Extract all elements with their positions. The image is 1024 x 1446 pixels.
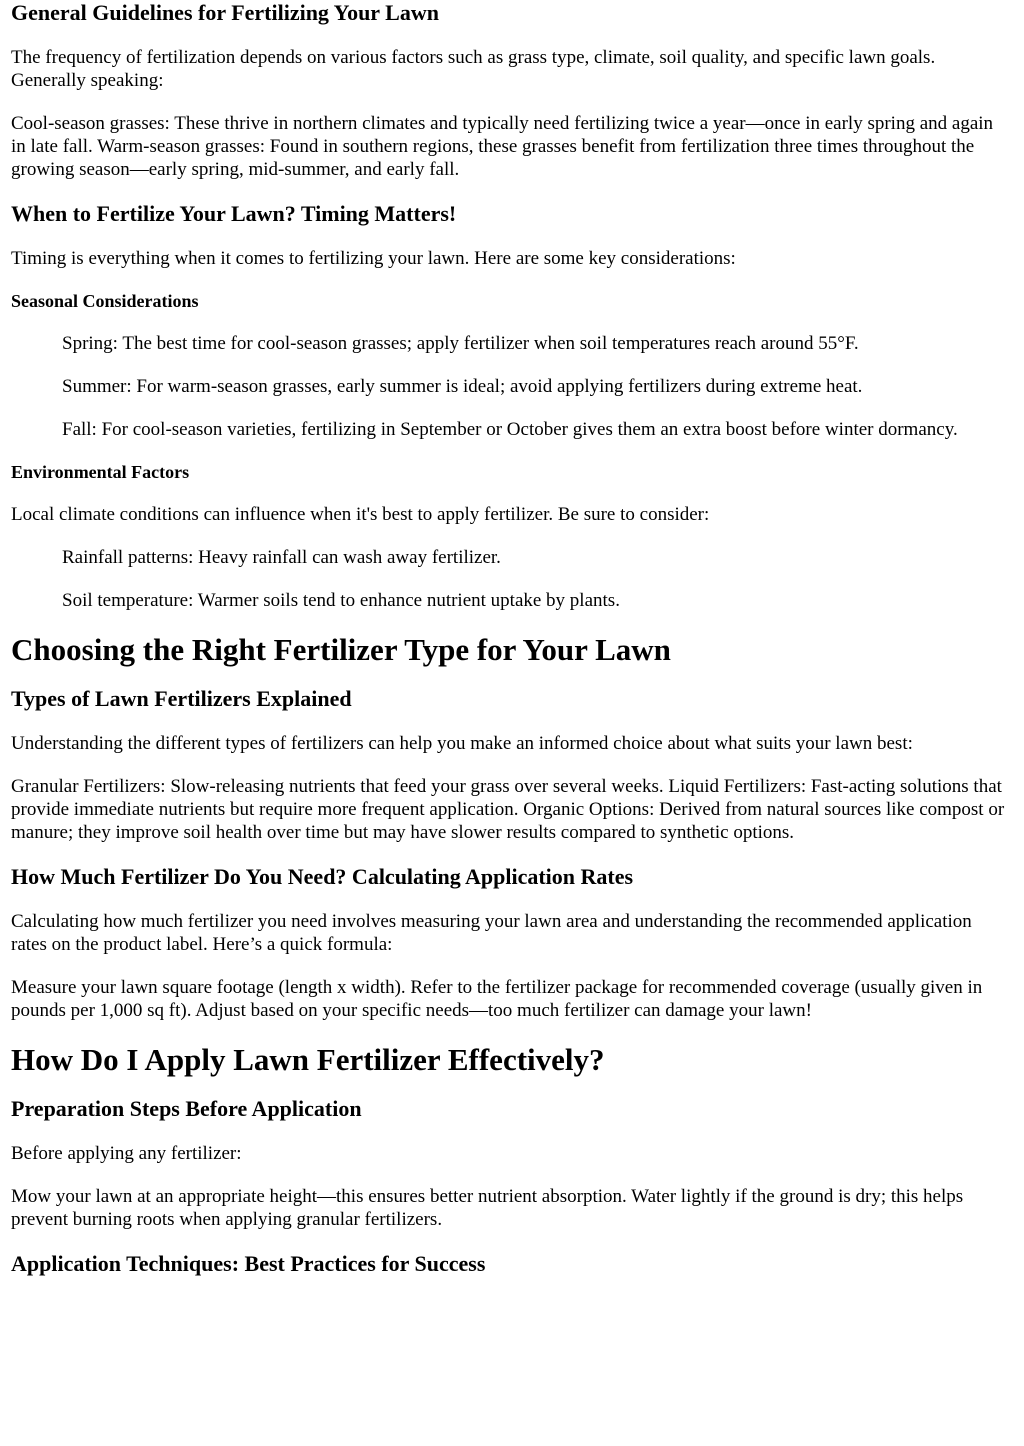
- list-item: Soil temperature: Warmer soils tend to enhance nutrient uptake by plants.: [62, 590, 620, 611]
- environmental-intro: Local climate conditions can influence when it's best to apply fertilizer. Be sure to consider:: [11, 504, 710, 525]
- guidelines-paragraph-intro: The frequency of fertilization depends on various factors such as grass type, climate, soil quality, and specific lawn goals. Generally speaking:: [11, 47, 936, 91]
- heading-seasonal-considerations: Seasonal Considerations: [11, 291, 199, 311]
- list-item: Fall: For cool-season varieties, fertilizing in September or October gives them an extra boost before winter dormancy.: [62, 419, 958, 440]
- seasonal-list: [11, 332, 1012, 441]
- types-paragraph-details: Granular Fertilizers: Slow-releasing nutrients that feed your grass over several weeks. Liquid Fertilizers: Fast-acting solutions that provide immediate nutrients but require more frequent application. Organic Options: Derived from natural sources like compost or manure; they improve soil health over time but may have slower results compared to synthetic options.: [11, 776, 1005, 843]
- list-item: Spring: The best time for cool-season grasses; apply fertilizer when soil temperatures reach around 55°F.: [62, 333, 859, 354]
- amount-paragraph-intro: Calculating how much fertilizer you need involves measuring your lawn area and understanding the recommended application rates on the product label. Here’s a quick formula:: [11, 911, 972, 955]
- heading-when-to-fertilize: When to Fertilize Your Lawn? Timing Matters!: [11, 201, 457, 226]
- heading-general-guidelines: General Guidelines for Fertilizing Your Lawn: [11, 0, 439, 25]
- types-paragraph-intro: Understanding the different types of fertilizers can help you make an informed choice about what suits your lawn best:: [11, 733, 913, 754]
- heading-application-techniques: Application Techniques: Best Practices for Success: [11, 1251, 486, 1276]
- list-item: Rainfall patterns: Heavy rainfall can wash away fertilizer.: [62, 547, 501, 568]
- environmental-list: [11, 546, 1012, 612]
- preparation-details: Mow your lawn at an appropriate height—this ensures better nutrient absorption. Water lightly if the ground is dry; this helps prevent burning roots when applying granular fertilizers.: [11, 1186, 964, 1230]
- heading-preparation-steps: Preparation Steps Before Application: [11, 1096, 362, 1121]
- list-item: Summer: For warm-season grasses, early summer is ideal; avoid applying fertilizers during extreme heat.: [62, 376, 863, 397]
- heading-environmental-factors: Environmental Factors: [11, 462, 190, 482]
- heading-choosing-fertilizer: Choosing the Right Fertilizer Type for Your Lawn: [11, 632, 671, 667]
- timing-intro: Timing is everything when it comes to fertilizing your lawn. Here are some key considerations:: [11, 248, 736, 269]
- preparation-intro: Before applying any fertilizer:: [11, 1143, 242, 1164]
- heading-types-of-fertilizers: Types of Lawn Fertilizers Explained: [11, 686, 352, 711]
- amount-paragraph-formula: Measure your lawn square footage (length x width). Refer to the fertilizer package for recommended coverage (usually given in pounds per 1,000 sq ft). Adjust based on your specific needs—too much fertilizer can damage your lawn!: [11, 977, 983, 1021]
- heading-apply-effectively: How Do I Apply Lawn Fertilizer Effectively?: [11, 1042, 605, 1077]
- heading-how-much-fertilizer: How Much Fertilizer Do You Need? Calculating Application Rates: [11, 864, 634, 889]
- guidelines-paragraph-grasses: Cool-season grasses: These thrive in northern climates and typically need fertilizing twice a year—once in early spring and again in late fall. Warm-season grasses: Found in southern regions, these grasses benefit from fertilization three times throughout the growing season—early spring, mid-summer, and early fall.: [11, 113, 994, 180]
